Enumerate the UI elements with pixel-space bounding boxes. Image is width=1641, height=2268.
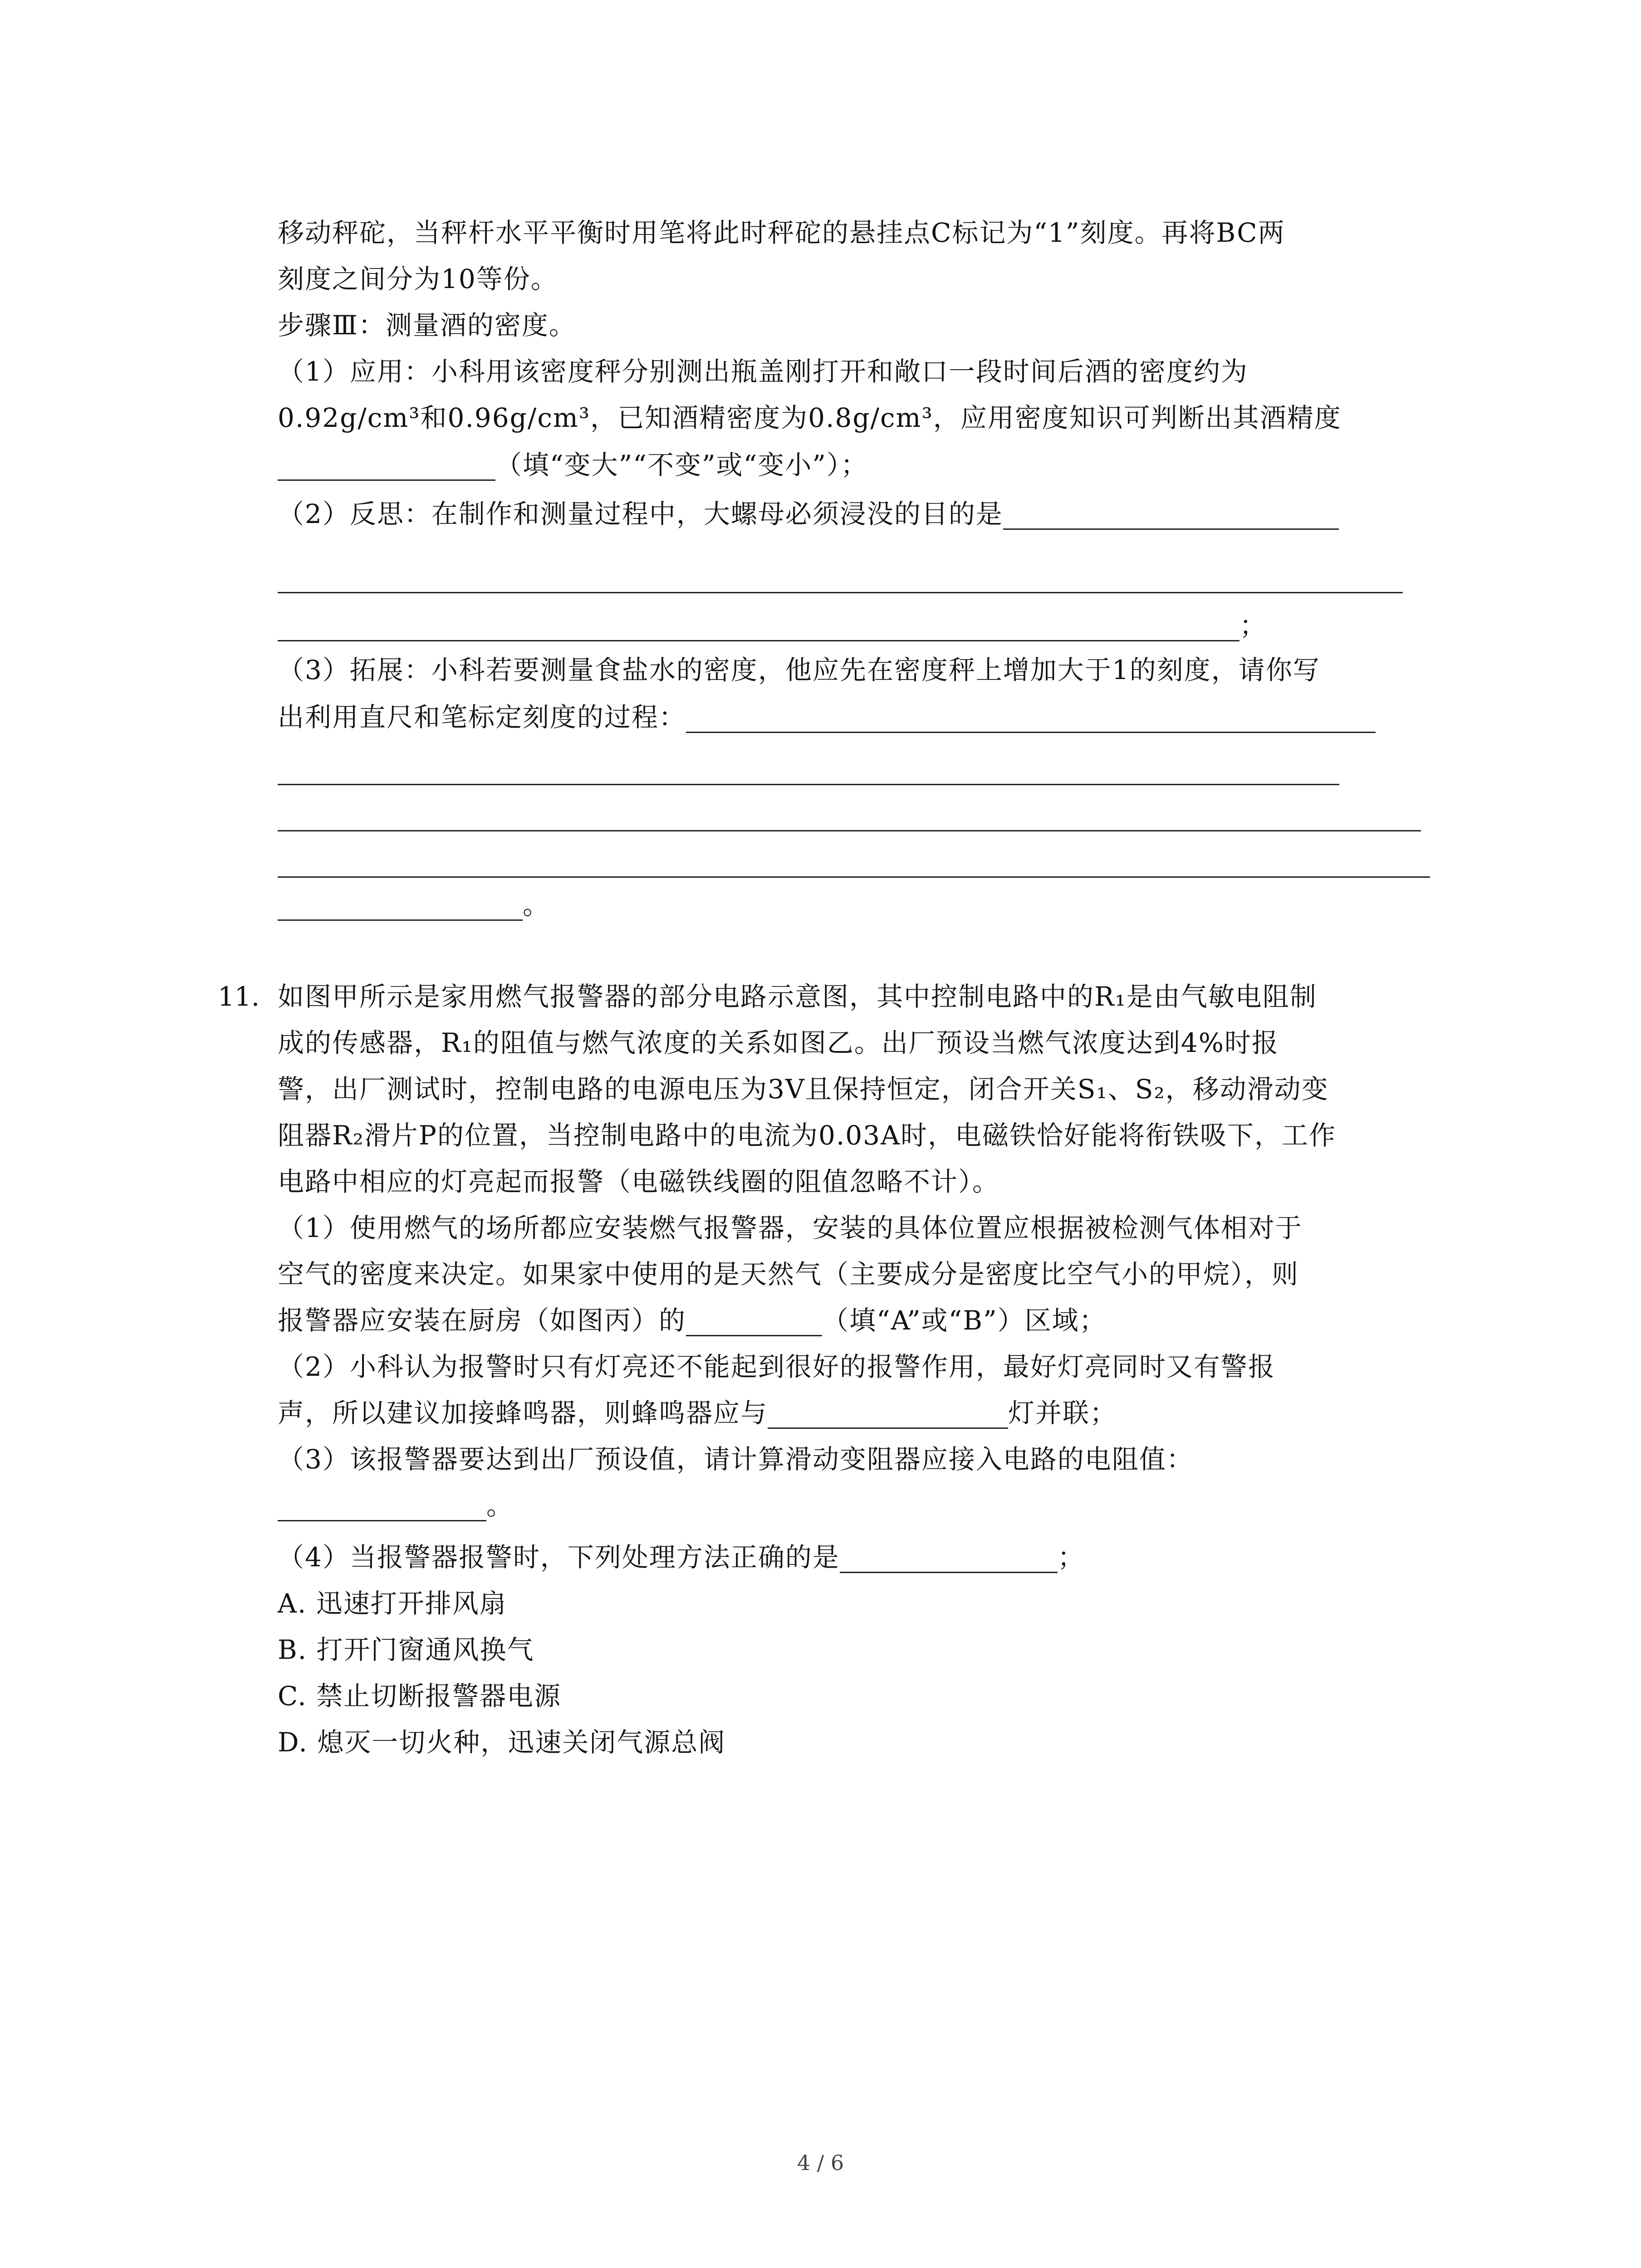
answer-blank[interactable] (768, 1399, 1008, 1429)
text-fragment: ； (1239, 610, 1267, 641)
answer-line[interactable] (278, 784, 1339, 785)
text-line: 电路中相应的灯亮起而报警（电磁铁线圈的阻值忽略不计）。 (278, 1166, 1000, 1197)
text-fragment: （填“A”或“B”）区域； (822, 1305, 1107, 1336)
text-fragment: 。 (523, 890, 550, 920)
option-d: D. 熄灭一切火种，迅速关闭气源总阀 (278, 1727, 726, 1758)
text-line: 空气的密度来决定。如果家中使用的是天然气（主要成分是密度比空气小的甲烷），则 (278, 1259, 1299, 1290)
answer-blank[interactable] (278, 1492, 486, 1521)
text-line (278, 449, 868, 481)
text-line: （2）小科认为报警时只有灯亮还不能起到很好的报警作用，最好灯亮同时又有警报 (278, 1351, 1275, 1382)
text-line: 步骤Ⅲ：测量酒的密度。 (278, 310, 576, 341)
option-b: B. 打开门窗通风换气 (278, 1634, 534, 1665)
answer-blank[interactable] (1003, 500, 1339, 530)
text-line (278, 1397, 1117, 1429)
page-number: 4 / 6 (797, 2151, 844, 2175)
text-line: 如图甲所示是家用燃气报警器的部分电路示意图，其中控制电路中的R₁是由气敏电阻制 (278, 981, 1317, 1012)
answer-blank[interactable] (686, 1307, 822, 1336)
text-fragment: 灯并联； (1008, 1398, 1117, 1428)
text-fragment: （填“变大”“不变”或“变小”）； (495, 450, 868, 480)
text-line (278, 701, 1376, 733)
text-line (278, 1490, 514, 1521)
text-line: 刻度之间分为10等份。 (278, 264, 558, 294)
text-line (278, 1305, 1107, 1336)
option-c: C. 禁止切断报警器电源 (278, 1681, 562, 1711)
text-fragment: （2）反思：在制作和测量过程中，大螺母必须浸没的目的是 (278, 499, 1003, 529)
text-line (278, 498, 1339, 530)
text-fragment: 报警器应安装在厨房（如图丙）的 (278, 1305, 686, 1336)
text-line: 移动秤砣，当秤杆水平平衡时用笔将此时秤砣的悬挂点C标记为“1”刻度。再将BC两 (278, 217, 1285, 248)
answer-line[interactable] (278, 876, 1430, 878)
text-line (278, 610, 1267, 641)
text-line: （3）该报警器要达到出厂预设值，请计算滑动变阻器应接入电路的电阻值： (278, 1444, 1194, 1475)
answer-blank[interactable] (278, 612, 1239, 641)
text-line: 阻器R₂滑片P的位置，当控制电路中的电流为0.03A时，电磁铁恰好能将衔铁吸下，工作 (278, 1120, 1336, 1151)
text-line: 0.92g/cm³和0.96g/cm³，已知酒精密度为0.8g/cm³，应用密度知识可判断出其酒精度 (278, 402, 1342, 433)
answer-line[interactable] (278, 592, 1403, 593)
text-line: 警，出厂测试时，控制电路的电源电压为3V且保持恒定，闭合开关S₁、S₂，移动滑动变 (278, 1074, 1329, 1105)
question-number: 11. (218, 981, 260, 1012)
text-fragment: 。 (486, 1490, 514, 1521)
text-line: （1）应用：小科用该密度秤分别测出瓶盖刚打开和敞口一段时间后酒的密度约为 (278, 356, 1248, 387)
text-line: （3）拓展：小科若要测量食盐水的密度，他应先在密度秤上增加大于1的刻度，请你写 (278, 655, 1320, 685)
text-fragment: ； (1057, 1542, 1085, 1573)
text-fragment: 出利用直尺和笔标定刻度的过程： (278, 702, 686, 733)
answer-blank[interactable] (840, 1544, 1058, 1573)
text-fragment: 声，所以建议加接蜂鸣器，则蜂鸣器应与 (278, 1398, 768, 1428)
answer-blank[interactable] (278, 451, 495, 481)
option-a: A. 迅速打开排风扇 (278, 1588, 507, 1619)
text-line: （1）使用燃气的场所都应安装燃气报警器，安装的具体位置应根据被检测气体相对于 (278, 1212, 1303, 1243)
text-fragment: （4）当报警器报警时，下列处理方法正确的是 (278, 1542, 840, 1573)
answer-blank[interactable] (686, 704, 1376, 733)
text-line (278, 1541, 1085, 1573)
answer-blank[interactable] (278, 891, 523, 921)
answer-line[interactable] (278, 830, 1421, 831)
text-line (278, 889, 550, 921)
text-line: 成的传感器，R₁的阻值与燃气浓度的关系如图乙。出厂预设当燃气浓度达到4%时报 (278, 1027, 1279, 1058)
